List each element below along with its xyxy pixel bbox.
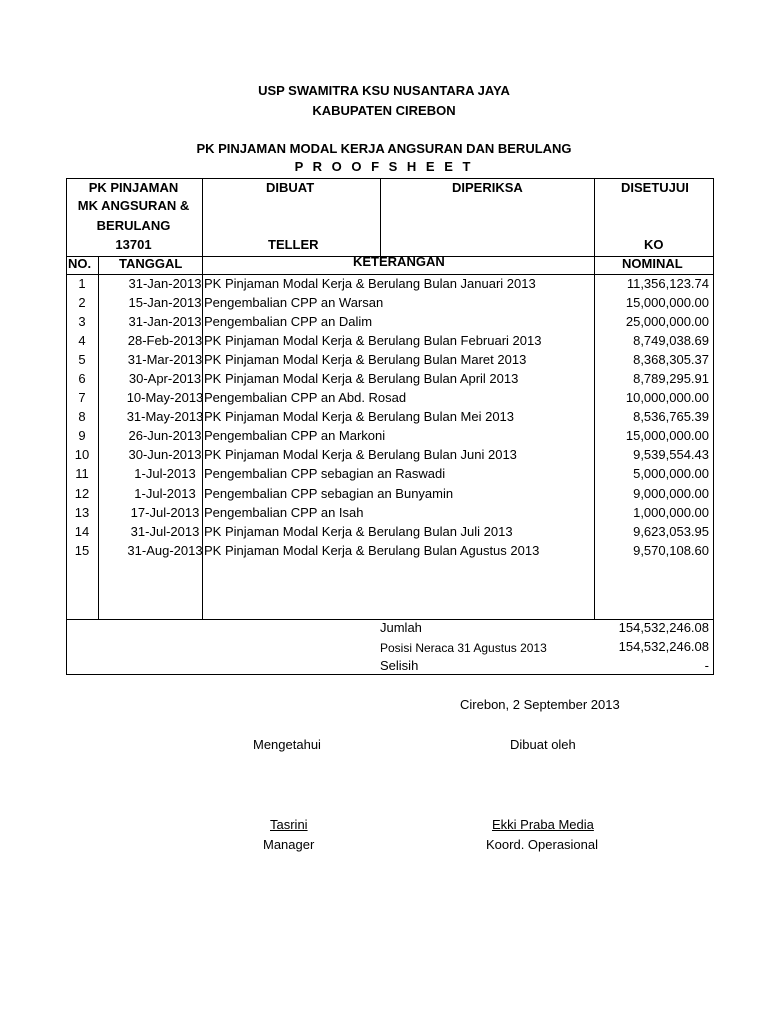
row-nominal: 5,000,000.00 (633, 466, 709, 481)
account-name-line2: MK ANGSURAN & (77, 198, 190, 213)
account-name-line3: BERULANG (96, 218, 171, 233)
row-nominal: 9,570,108.60 (633, 543, 709, 558)
place-date: Cirebon, 2 September 2013 (460, 697, 620, 712)
row-tanggal: 31-Mar-2013 (127, 352, 203, 367)
row-no: 15 (74, 543, 90, 558)
row-nominal: 8,368,305.37 (633, 352, 709, 367)
signer-manager-role: Manager (263, 837, 315, 852)
rule (594, 179, 595, 275)
row-no: 14 (74, 524, 90, 539)
signer-operational-name: Ekki Praba Media (492, 817, 594, 832)
row-nominal: 15,000,000.00 (625, 428, 709, 443)
row-keterangan: PK Pinjaman Modal Kerja & Berulang Bulan Januari 2013 (204, 276, 536, 291)
row-tanggal: 28-Feb-2013 (127, 333, 203, 348)
table-row (66, 464, 714, 483)
row-tanggal: 17-Jul-2013 (130, 505, 200, 520)
table-row (66, 388, 714, 407)
row-tanggal: 31-Jan-2013 (128, 276, 202, 291)
row-keterangan: Pengembalian CPP sebagian an Bunyamin (204, 486, 454, 501)
row-no: 9 (78, 428, 86, 443)
table-row (66, 522, 714, 541)
selisih-value: - (704, 658, 709, 673)
row-keterangan: Pengembalian CPP an Warsan (204, 295, 384, 310)
table-row (66, 274, 714, 293)
row-no: 4 (78, 333, 86, 348)
rule (202, 179, 203, 275)
table-row (66, 312, 714, 331)
row-keterangan: Pengembalian CPP an Isah (204, 505, 364, 520)
row-nominal: 15,000,000.00 (625, 295, 709, 310)
signer-operational-role: Koord. Operasional (486, 837, 599, 852)
row-nominal: 9,000,000.00 (633, 486, 709, 501)
region-name: KABUPATEN CIREBON (312, 103, 456, 118)
signer-manager-name: Tasrini (270, 817, 308, 832)
ko-label: KO (644, 237, 664, 252)
table-row (66, 369, 714, 388)
row-nominal: 8,789,295.91 (633, 371, 709, 386)
account-name-line1: PK PINJAMAN (88, 180, 179, 195)
row-keterangan: PK Pinjaman Modal Kerja & Berulang Bulan Agustus 2013 (204, 543, 540, 558)
row-tanggal: 10-May-2013 (126, 390, 204, 405)
table-row (66, 293, 714, 312)
dibuat-label: DIBUAT (266, 180, 315, 195)
diperiksa-label: DIPERIKSA (452, 180, 523, 195)
row-no: 5 (78, 352, 86, 367)
row-tanggal: 30-Apr-2013 (128, 371, 202, 386)
row-keterangan: Pengembalian CPP an Dalim (204, 314, 373, 329)
column-header-nominal: NOMINAL (622, 256, 683, 271)
row-nominal: 11,356,123.74 (626, 276, 709, 291)
table-row (66, 426, 714, 445)
row-tanggal: 1-Jul-2013 (134, 486, 196, 501)
row-no: 3 (78, 314, 86, 329)
mengetahui-label: Mengetahui (253, 737, 321, 752)
row-tanggal: 31-Jul-2013 (130, 524, 200, 539)
row-keterangan: PK Pinjaman Modal Kerja & Berulang Bulan Februari 2013 (204, 333, 542, 348)
row-no: 8 (78, 409, 86, 424)
table-row (66, 407, 714, 426)
row-nominal: 8,536,765.39 (633, 409, 709, 424)
posisi-neraca-value: 154,532,246.08 (618, 639, 709, 654)
row-nominal: 8,749,038.69 (633, 333, 709, 348)
row-keterangan: Pengembalian CPP an Markoni (204, 428, 386, 443)
row-nominal: 9,539,554.43 (633, 447, 709, 462)
jumlah-label: Jumlah (380, 620, 422, 635)
column-header-tanggal: TANGGAL (119, 256, 183, 271)
table-row (66, 541, 714, 560)
row-nominal: 1,000,000.00 (633, 505, 709, 520)
document-subtitle: P R O O F S H E E T (294, 159, 474, 174)
row-no: 13 (74, 505, 90, 520)
jumlah-value: 154,532,246.08 (618, 620, 709, 635)
selisih-label: Selisih (380, 658, 419, 673)
row-nominal: 10,000,000.00 (625, 390, 709, 405)
document-title: PK PINJAMAN MODAL KERJA ANGSURAN DAN BERULANG (196, 141, 572, 156)
org-name: USP SWAMITRA KSU NUSANTARA JAYA (258, 83, 510, 98)
table-row (66, 445, 714, 464)
table-row (66, 484, 714, 503)
row-no: 6 (78, 371, 86, 386)
row-no: 11 (75, 466, 89, 481)
table-row (66, 503, 714, 522)
teller-label: TELLER (268, 237, 319, 252)
row-no: 12 (74, 486, 90, 501)
dibuat-oleh-label: Dibuat oleh (510, 737, 576, 752)
row-tanggal: 1-Jul-2013 (134, 466, 196, 481)
row-keterangan: PK Pinjaman Modal Kerja & Berulang Bulan April 2013 (204, 371, 519, 386)
row-nominal: 9,623,053.95 (633, 524, 709, 539)
row-keterangan: PK Pinjaman Modal Kerja & Berulang Bulan Juni 2013 (204, 447, 517, 462)
disetujui-label: DISETUJUI (621, 180, 689, 195)
row-tanggal: 31-Jan-2013 (128, 314, 202, 329)
column-header-no: NO. (68, 256, 92, 271)
row-no: 2 (78, 295, 86, 310)
row-keterangan: PK Pinjaman Modal Kerja & Berulang Bulan Mei 2013 (204, 409, 515, 424)
row-tanggal: 15-Jan-2013 (128, 295, 202, 310)
row-keterangan: PK Pinjaman Modal Kerja & Berulang Bulan Maret 2013 (204, 352, 527, 367)
table-row (66, 331, 714, 350)
posisi-neraca-label: Posisi Neraca 31 Agustus 2013 (380, 641, 547, 655)
row-keterangan: Pengembalian CPP an Abd. Rosad (204, 390, 407, 405)
row-tanggal: 31-May-2013 (126, 409, 204, 424)
row-tanggal: 31-Aug-2013 (127, 543, 203, 558)
rule (380, 179, 381, 256)
account-number: 13701 (115, 237, 152, 252)
row-no: 1 (78, 276, 86, 291)
table-row (66, 350, 714, 369)
row-tanggal: 26-Jun-2013 (128, 428, 202, 443)
row-no: 10 (74, 447, 90, 462)
row-tanggal: 30-Jun-2013 (128, 447, 202, 462)
row-keterangan: PK Pinjaman Modal Kerja & Berulang Bulan Juli 2013 (204, 524, 513, 539)
row-nominal: 25,000,000.00 (625, 314, 709, 329)
row-no: 7 (78, 390, 86, 405)
column-header-keterangan: KETERANGAN (353, 254, 445, 269)
row-keterangan: Pengembalian CPP sebagian an Raswadi (204, 466, 446, 481)
